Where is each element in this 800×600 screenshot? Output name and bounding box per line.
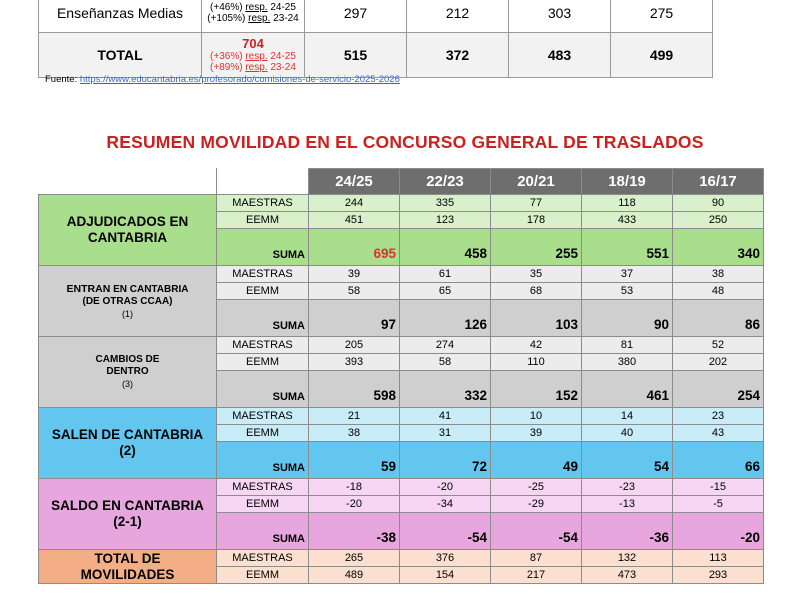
table-cell: 40: [582, 425, 673, 442]
sum-cell: -54: [400, 513, 491, 550]
table-cell: 451: [309, 212, 400, 229]
group-label-line: SALDO EN CANTABRIA: [51, 498, 204, 513]
table-cell: 53: [582, 283, 673, 300]
sum-cell: 695: [309, 229, 400, 266]
table-cell: -18: [309, 479, 400, 496]
mobility-table: [38, 168, 764, 584]
row-label: EEMM: [217, 354, 309, 371]
resp-underline: resp.: [248, 12, 271, 24]
row-subnote: [202, 0, 305, 33]
sum-label: SUMA: [217, 513, 309, 550]
table-cell: 303: [509, 0, 611, 33]
table-row: [39, 408, 764, 425]
table-cell: 123: [400, 212, 491, 229]
header-row: [39, 169, 764, 195]
table-cell: 380: [582, 354, 673, 371]
sum-cell: 97: [309, 300, 400, 337]
table-cell: 31: [400, 425, 491, 442]
table-cell: 274: [400, 337, 491, 354]
table-cell: 14: [582, 408, 673, 425]
resp-underline: resp.: [245, 50, 268, 62]
group-label-total-movilidades: [39, 550, 217, 584]
sum-cell: 551: [582, 229, 673, 266]
sum-cell: 458: [400, 229, 491, 266]
group-label-line: CAMBIOS DE: [95, 354, 160, 365]
table-cell: 65: [400, 283, 491, 300]
sum-cell: 254: [673, 371, 764, 408]
group-label-adjudicados: [39, 195, 217, 266]
subnote-line: (+105%) resp. 23-24: [207, 12, 299, 24]
table-cell: 39: [491, 425, 582, 442]
year-header: 16/17: [673, 169, 764, 195]
sum-cell: 598: [309, 371, 400, 408]
table-cell: 250: [673, 212, 764, 229]
sum-cell: 54: [582, 442, 673, 479]
sum-label: SUMA: [217, 229, 309, 266]
table-cell: 77: [491, 195, 582, 212]
group-label-salen: [39, 408, 217, 479]
sum-cell: 340: [673, 229, 764, 266]
table-row: [39, 550, 764, 567]
table-cell: 81: [582, 337, 673, 354]
table-cell: 118: [582, 195, 673, 212]
group-label-saldo: [39, 479, 217, 550]
table-cell: 38: [673, 266, 764, 283]
row-label: EEMM: [217, 496, 309, 513]
table-cell: 244: [309, 195, 400, 212]
table-cell: 499: [611, 33, 713, 78]
resp-underline: resp.: [245, 1, 268, 13]
table-cell: 212: [407, 0, 509, 33]
total-subnote: [202, 33, 305, 78]
table-cell: 113: [673, 550, 764, 567]
table-cell: 58: [309, 283, 400, 300]
table-cell: 372: [407, 33, 509, 78]
group-label-line: EN CANTABRIA: [110, 283, 189, 295]
table-cell: 217: [491, 567, 582, 584]
source-note: [45, 74, 400, 85]
sum-cell: 59: [309, 442, 400, 479]
table-cell: 61: [400, 266, 491, 283]
sum-label: SUMA: [217, 300, 309, 337]
table-cell: -5: [673, 496, 764, 513]
table-cell: 376: [400, 550, 491, 567]
year-header: 18/19: [582, 169, 673, 195]
table-cell: 68: [491, 283, 582, 300]
group-label-entran: [39, 266, 217, 337]
year-header: 24/25: [309, 169, 400, 195]
sum-cell: -38: [309, 513, 400, 550]
sum-cell: -36: [582, 513, 673, 550]
group-label-line: ENTRAN: [66, 282, 111, 295]
sum-label: SUMA: [217, 371, 309, 408]
table-cell: 58: [400, 354, 491, 371]
source-prefix: Fuente:: [45, 74, 80, 85]
sum-cell: 90: [582, 300, 673, 337]
subnote-line: (+36%) resp. 24-25: [210, 50, 296, 62]
sum-cell: 49: [491, 442, 582, 479]
sum-cell: 72: [400, 442, 491, 479]
table-cell: 473: [582, 567, 673, 584]
group-label-cambios: [39, 337, 217, 408]
row-label: MAESTRAS: [217, 550, 309, 567]
group-label-line: (2): [119, 443, 136, 458]
group-label-line: DENTRO: [106, 366, 149, 377]
table-cell: 202: [673, 354, 764, 371]
group-label-line: (2-1): [113, 514, 142, 529]
table-cell: 48: [673, 283, 764, 300]
group-label-line: SALEN DE CANTABRIA: [51, 427, 204, 442]
table-cell: -20: [400, 479, 491, 496]
total-row: [39, 33, 713, 78]
table-cell: 393: [309, 354, 400, 371]
resp-underline: resp.: [245, 61, 268, 73]
table-cell: 37: [582, 266, 673, 283]
sum-cell: 152: [491, 371, 582, 408]
group-label-line: CANTABRIA: [87, 230, 168, 245]
table-cell: 52: [673, 337, 764, 354]
table-cell: 489: [309, 567, 400, 584]
table-cell: 154: [400, 567, 491, 584]
table-cell: 132: [582, 550, 673, 567]
row-label: MAESTRAS: [217, 479, 309, 496]
table-cell: 38: [309, 425, 400, 442]
table-cell: 39: [309, 266, 400, 283]
table-row: [39, 479, 764, 496]
row-label: MAESTRAS: [217, 266, 309, 283]
sum-cell: -20: [673, 513, 764, 550]
top-summary-table: [38, 0, 713, 78]
table-cell: 41: [400, 408, 491, 425]
table-cell: -23: [582, 479, 673, 496]
table-cell: 178: [491, 212, 582, 229]
table-cell: 90: [673, 195, 764, 212]
table-cell: -13: [582, 496, 673, 513]
table-cell: 205: [309, 337, 400, 354]
table-cell: 42: [491, 337, 582, 354]
header-blank: [217, 169, 309, 195]
table-cell: 110: [491, 354, 582, 371]
table-row: [39, 266, 764, 283]
sum-cell: 126: [400, 300, 491, 337]
table-cell: 87: [491, 550, 582, 567]
sum-cell: 86: [673, 300, 764, 337]
sum-cell: 66: [673, 442, 764, 479]
subnote-line: (+46%) resp. 24-25: [210, 1, 296, 13]
table-cell: 483: [509, 33, 611, 78]
sum-cell: 332: [400, 371, 491, 408]
row-label: MAESTRAS: [217, 195, 309, 212]
group-label-line: (1): [122, 308, 133, 319]
table-cell: -15: [673, 479, 764, 496]
table-cell: 297: [305, 0, 407, 33]
sum-cell: -54: [491, 513, 582, 550]
sum-cell: 461: [582, 371, 673, 408]
table-cell: -29: [491, 496, 582, 513]
table-cell: 35: [491, 266, 582, 283]
table-cell: -20: [309, 496, 400, 513]
row-label: MAESTRAS: [217, 337, 309, 354]
sum-label: SUMA: [217, 442, 309, 479]
group-label-line: ADJUDICADOS EN: [66, 214, 189, 229]
table-row: [39, 195, 764, 212]
table-cell: 23: [673, 408, 764, 425]
year-header: 20/21: [491, 169, 582, 195]
table-cell: 515: [305, 33, 407, 78]
table-cell: 433: [582, 212, 673, 229]
table-cell: 21: [309, 408, 400, 425]
table-cell: 265: [309, 550, 400, 567]
row-label: MAESTRAS: [217, 408, 309, 425]
row-label: EEMM: [217, 425, 309, 442]
header-blank: [39, 169, 217, 195]
table-row: [39, 337, 764, 354]
table-cell: -25: [491, 479, 582, 496]
total-main-value: 704: [242, 35, 264, 51]
row-label: Enseñanzas Medias: [39, 0, 202, 33]
subnote-line: (+89%) resp. 23-24: [210, 61, 296, 73]
sum-cell: 255: [491, 229, 582, 266]
row-label: EEMM: [217, 567, 309, 584]
table-cell: 293: [673, 567, 764, 584]
section-title: RESUMEN MOVILIDAD EN EL CONCURSO GENERAL DE TRASLADOS: [106, 132, 704, 152]
group-label-line: (DE OTRAS CCAA): [82, 295, 173, 307]
table-row: [39, 0, 713, 33]
total-label: TOTAL: [39, 33, 202, 78]
group-label-line: (3): [122, 379, 133, 389]
table-cell: 43: [673, 425, 764, 442]
table-cell: 275: [611, 0, 713, 33]
group-label-line: TOTAL DE: [94, 550, 161, 566]
group-label-line: MOVILIDADES: [80, 566, 175, 582]
source-link[interactable]: https://www.educantabria.es/profesorado/comisiones-de-servicio-2025-2026: [79, 74, 400, 85]
table-cell: -34: [400, 496, 491, 513]
row-label: EEMM: [217, 283, 309, 300]
sum-cell: 103: [491, 300, 582, 337]
table-cell: 10: [491, 408, 582, 425]
row-label: EEMM: [217, 212, 309, 229]
year-header: 22/23: [400, 169, 491, 195]
table-cell: 335: [400, 195, 491, 212]
